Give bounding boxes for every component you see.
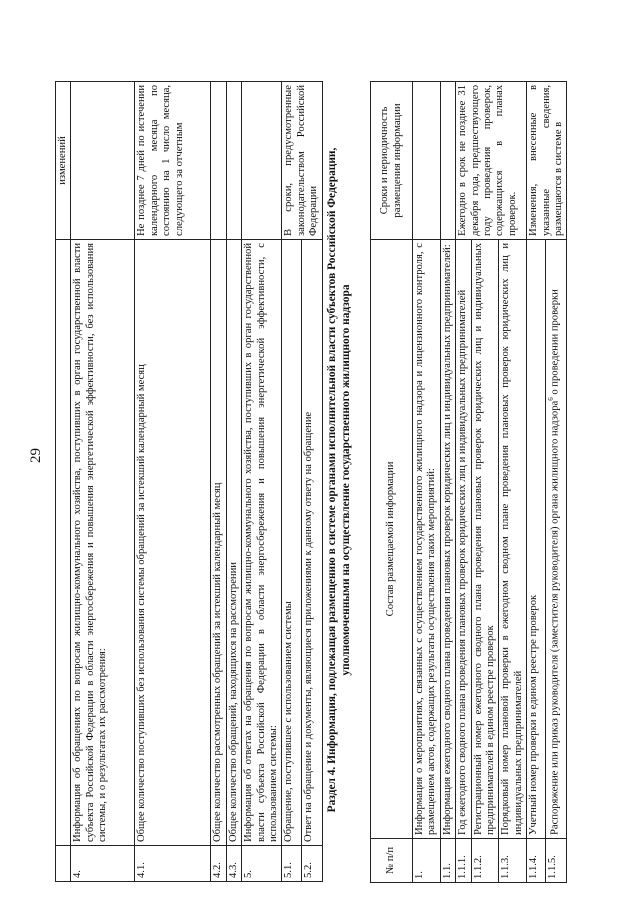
section-4-title <box>326 115 353 845</box>
table-row <box>242 82 282 882</box>
row-text: Год ежегодного сводного плана проведения плановых проверок юридических лиц и индивидуальных предпринимателей <box>456 240 471 839</box>
row-text-main: Распоряжение или приказ руководителя (заместителя руководителя) органа жилищного надзора <box>549 400 561 835</box>
table-section4 <box>370 81 567 883</box>
row-number: 1.1. <box>440 839 455 883</box>
row-text: Учетный номер проверки в едином реестре проверок <box>527 240 546 839</box>
row-timing: Изменения, внесенные в указанные сведения, размещаются в системе в <box>527 82 567 240</box>
row-number: 1. <box>413 839 441 883</box>
table-row <box>440 82 455 883</box>
row-text: Регистрационный номер ежегодного сводного плана проведения плановых проверок юридических лиц и индивидуальных предпринимателей в едином реестре проверок <box>471 240 499 839</box>
row-number: 1.1.5. <box>545 839 567 883</box>
row-text: Порядковый номер плановой проверки в ежегодном сводном плане проведения плановых проверок юридических лиц и индивидуальных предпринимателей <box>499 240 527 839</box>
row-number: 5.1. <box>282 846 302 882</box>
header-tail: изменений <box>56 82 71 240</box>
table-row <box>135 82 211 882</box>
row-timing: Ежегодно в срок не позднее 31 декабря года, предшествующего году проведения проверок, содержащихся в планах проверок. <box>456 82 527 240</box>
row-number: 4.1. <box>135 846 211 882</box>
table-row <box>456 82 471 883</box>
section-title-line-1: Раздел 4. Информация, подлежащая размещению в системе органами исполнительной власти субъектов Российской Федерации, <box>326 147 338 813</box>
table-row <box>413 82 441 883</box>
section-title-line-2: уполномоченными на осуществление государственного жилищного надзора <box>339 284 352 676</box>
table-row <box>282 82 302 882</box>
row-timing <box>413 82 441 240</box>
row-text: Общее количество поступивших без использования системы обращений за истекший календарный месяц <box>135 240 211 846</box>
table-header-row <box>371 82 413 883</box>
footnote-marker: 6 <box>546 397 555 401</box>
row-timing <box>211 82 226 240</box>
row-number: 4.3. <box>226 846 241 882</box>
table-row <box>527 82 546 883</box>
row-number: 5. <box>242 846 282 882</box>
row-number: 1.1.3. <box>499 839 527 883</box>
row-timing <box>71 82 135 240</box>
row-text: Информация о мероприятиях, связанных с осуществлением государственного жилищного надзора и лицензионного контроля, с размещением актов, содержащих результаты осуществления таких мероприятий: <box>413 240 441 839</box>
row-timing <box>440 82 455 240</box>
row-text: Общее количество обращений, находящихся на рассмотрении <box>226 240 241 846</box>
table-row <box>226 82 241 882</box>
row-timing: Не позднее 7 дней по истечении календарного месяца по состоянию на 1 число месяца, следующего за отчетным <box>135 82 211 240</box>
row-text: Информация об ответах на обращения по вопросам жилищно-коммунального хозяйства, поступивших в орган государственной власти субъекта Российской Федерации в области энергосбережения и повышения энергетической эффективности, с использованием системы: <box>242 240 282 846</box>
page-number: 29 <box>28 448 44 463</box>
row-text: Информация ежегодного сводного плана проведения плановых проверок юридических лиц и индивидуальных предпринимателей: <box>440 240 455 839</box>
row-number: 4.2. <box>211 846 226 882</box>
row-number: 1.1.2. <box>471 839 499 883</box>
table-row <box>71 82 135 882</box>
row-timing <box>242 82 282 240</box>
row-text: Обращение, поступившее с использованием системы <box>282 240 302 846</box>
table-row <box>56 82 71 882</box>
row-timing <box>226 82 241 240</box>
row-timing: В сроки, предусмотренные законодательством Российской Федерации <box>282 82 322 240</box>
row-text: Общее количество рассмотренных обращений за истекший календарный месяц <box>211 240 226 846</box>
row-text-tail: о проведении проверки <box>549 289 561 398</box>
row-number: 5.2. <box>302 846 322 882</box>
column-header-timing: Сроки и периодичность размещения информации <box>371 82 413 240</box>
row-text <box>545 240 567 839</box>
column-header-content: Состав размещаемой информации <box>371 240 413 839</box>
row-text: Ответ на обращение и документы, являющиеся приложениями к данному ответу на обращение <box>302 240 322 846</box>
table-section3-continued <box>55 81 323 882</box>
table-row <box>211 82 226 882</box>
row-text: Информация об обращениях по вопросам жилищно-коммунального хозяйства, поступивших в орган государственной власти субъекта Российской Федерации в области энергосбережения и повышения энергетической эффективности, без использования системы, и о результатах их рассмотрения: <box>71 240 135 846</box>
row-number: 1.1.1. <box>456 839 471 883</box>
row-number: 4. <box>71 846 135 882</box>
column-header-number: № п/п <box>371 839 413 883</box>
row-number: 1.1.4. <box>527 839 546 883</box>
